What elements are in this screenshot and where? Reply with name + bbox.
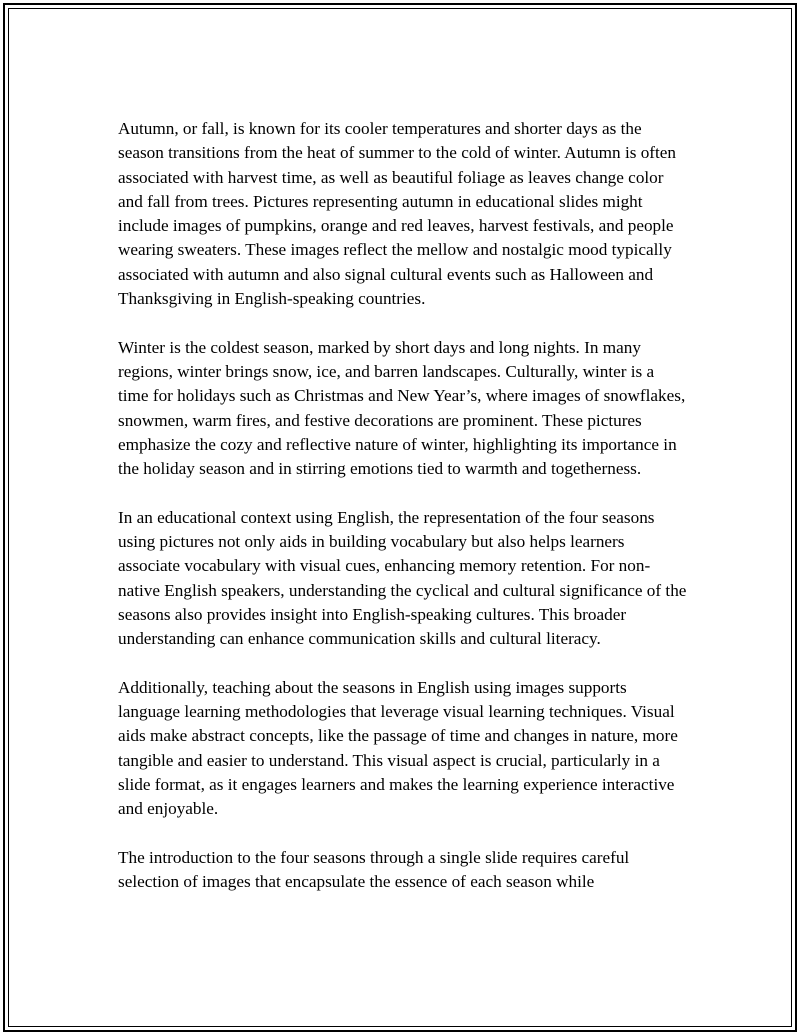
paragraph-educational-context: In an educational context using English, the representation of the four seasons using pictures not only aids in building vocabulary but also helps learners associate vocabulary with visual cues, enhancing memory retention. For non-native English speakers, understanding the cyclical and cultural significance of the seasons also provides insight into English-speaking cultures. This broader understanding can enhance communication skills and cultural literacy. bbox=[118, 507, 687, 649]
document-body bbox=[118, 117, 688, 919]
paragraph-visual-learning: Additionally, teaching about the seasons in English using images supports language learning methodologies that leverage visual learning techniques. Visual aids make abstract concepts, like the passage of time and changes in nature, more tangible and easier to understand. This visual aspect is crucial, particularly in a slide format, as it engages learners and makes the learning experience interactive and enjoyable. bbox=[118, 677, 678, 819]
paragraph-autumn: Autumn, or fall, is known for its cooler temperatures and shorter days as the season transitions from the heat of summer to the cold of winter. Autumn is often associated with harvest time, as well as beautiful foliage as leaves change color and fall from trees. Pictures representing autumn in educational slides might include images of pumpkins, orange and red leaves, harvest festivals, and people wearing sweaters. These images reflect the mellow and nostalgic mood typically associated with autumn and also signal cultural events such as Halloween and Thanksgiving in English-speaking countries. bbox=[118, 119, 677, 309]
paragraph-introduction: The introduction to the four seasons through a single slide requires careful selection of images that encapsulate the essence of each season while bbox=[118, 847, 630, 892]
paragraph-winter: Winter is the coldest season, marked by short days and long nights. In many regions, winter brings snow, ice, and barren landscapes. Culturally, winter is a time for holidays such as Christmas and New Year’s, where images of snowflakes, snowmen, warm fires, and festive decorations are prominent. These pictures emphasize the cozy and reflective nature of winter, highlighting its importance in the holiday season and in stirring emotions tied to warmth and togetherness. bbox=[118, 337, 686, 479]
